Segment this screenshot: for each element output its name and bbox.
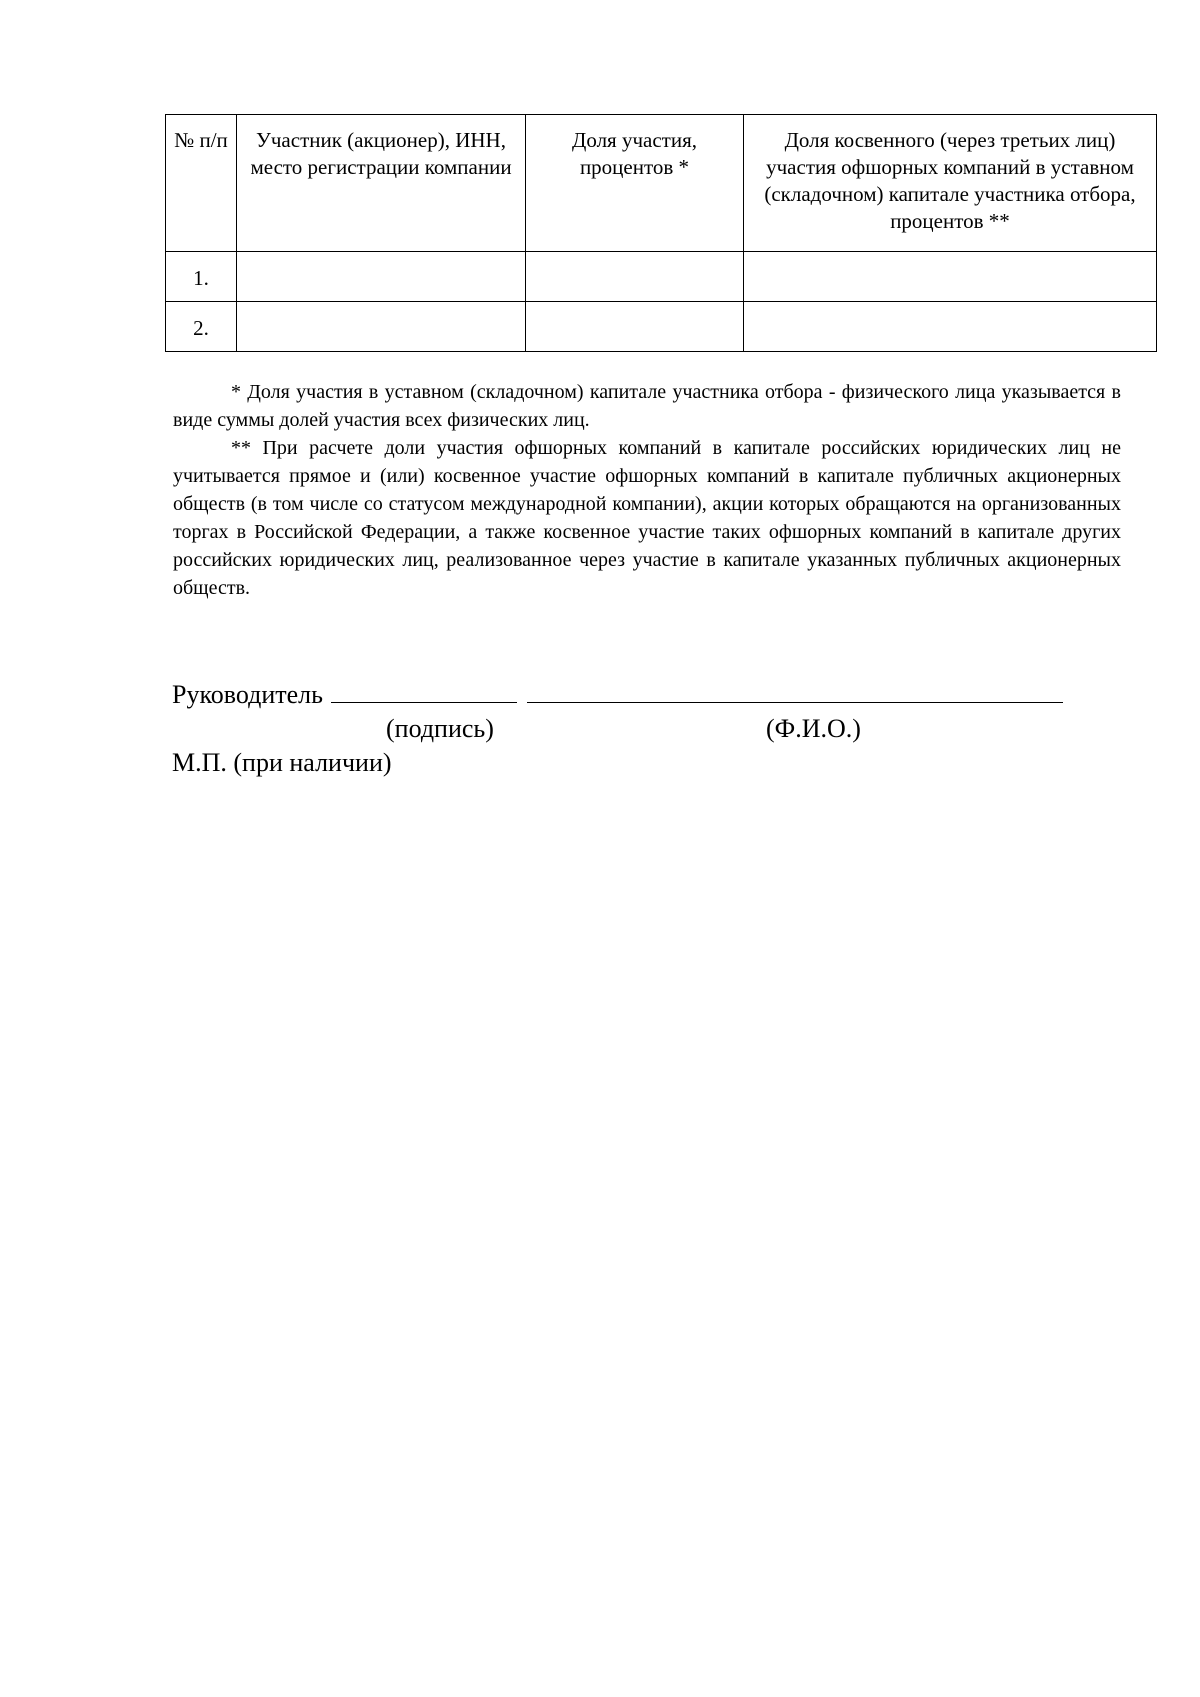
header-number: № п/п [166, 115, 237, 252]
row-number: 1. [166, 252, 237, 302]
header-offshore-share: Доля косвенного (через третьих лиц) участия офшорных компаний в уставном (складочном) капитале участника отбора, процентов ** [744, 115, 1157, 252]
footnote-offshore: ** При расчете доли участия офшорных компаний в капитале российских юридических лиц не учитывается прямое и (или) косвенное участие офшорных компаний в капитале публичных акционерных обществ (в том числе со статусом международной компании), акции которых обращаются на организованных торгах в Российской Федерации, а также косвенное участие таких офшорных компаний в капитале других российских юридических лиц, реализованное через участие в капитале указанных публичных акционерных обществ. [173, 437, 1121, 599]
table-row [166, 302, 1157, 352]
table-header-row [166, 115, 1157, 252]
role-label: Руководитель [172, 680, 323, 709]
header-share: Доля участия, процентов * [526, 115, 744, 252]
share-cell [526, 302, 744, 352]
row-number: 2. [166, 302, 237, 352]
share-cell [526, 252, 744, 302]
participant-cell [237, 252, 526, 302]
signature-line [331, 676, 517, 703]
footnote-share: * Доля участия в уставном (складочном) капитале участника отбора - физического лица указывается в виде суммы долей участия всех физических лиц. [173, 381, 1121, 431]
offshore-share-cell [744, 302, 1157, 352]
offshore-share-cell [744, 252, 1157, 302]
signature-row [172, 676, 1063, 712]
header-participant: Участник (акционер), ИНН, место регистрации компании [237, 115, 526, 252]
stamp-label: М.П. (при наличии) [172, 748, 392, 777]
participants-table [165, 114, 1157, 352]
participant-cell [237, 302, 526, 352]
name-caption: (Ф.И.О.) [766, 714, 861, 743]
signature-caption: (подпись) [386, 714, 494, 743]
table-row [166, 252, 1157, 302]
footnotes [173, 378, 1121, 602]
name-line [527, 676, 1063, 703]
